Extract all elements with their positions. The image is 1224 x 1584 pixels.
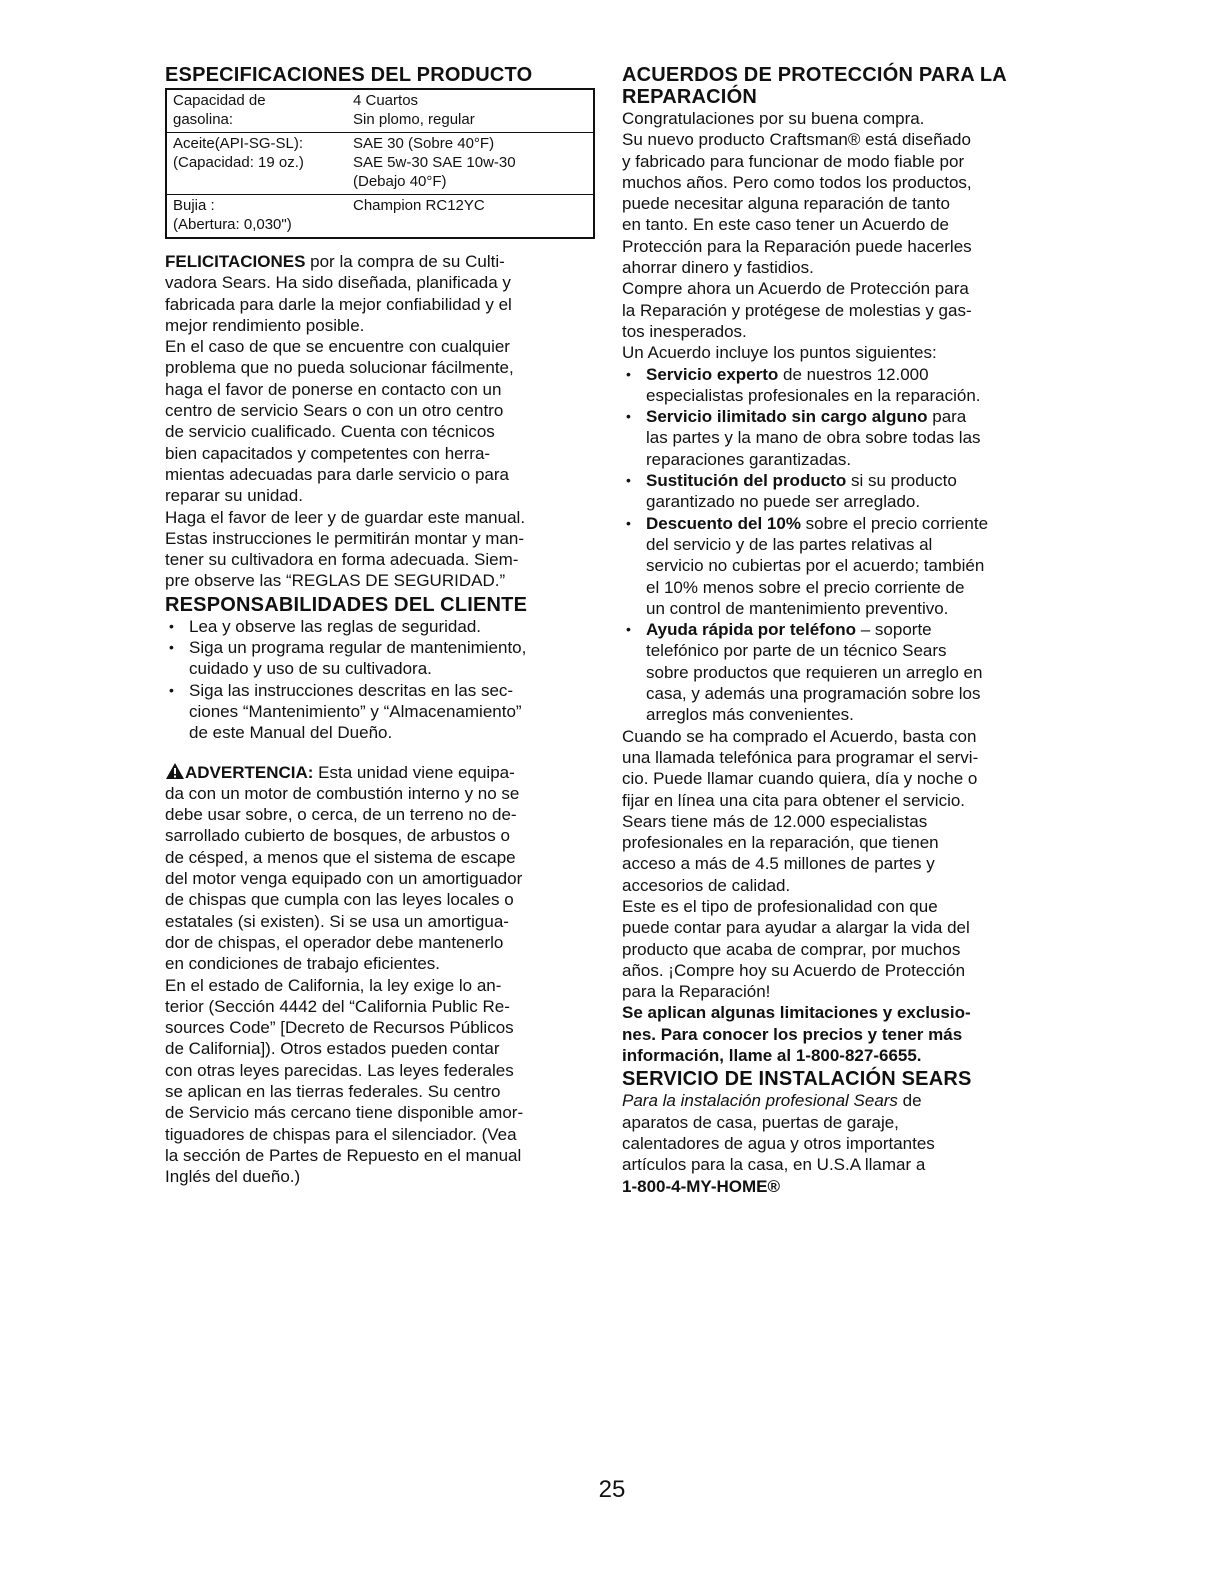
benefit-text: sobre el precio corriente del servicio y de las partes relativas al servicio no cubiertas por el acuerdo; también el 10% menos sobre el precio corriente de un control de mantenimiento preventivo. xyxy=(646,513,989,618)
california-paragraph: En el estado de California, la ley exige lo an- terior (Sección 4442 del “California Public Re- sources Code” [Decreto de Recursos Públicos de California]). Otros estados pueden contar con otras leyes parecidas. Las leyes federales se aplican en las tierras federales. Su centro de Servicio más cercano tiene disponible amor- tiguadores de chispas para el silenciador. (Vea la sección de Partes de Repuesto en el manual Inglés del dueño.) xyxy=(165,975,524,1187)
benefit-title: Servicio ilimitado sin cargo alguno xyxy=(646,407,928,427)
spec-value: Champion RC12YC xyxy=(347,195,594,239)
list-item xyxy=(622,406,1062,470)
manual-paragraph: Haga el favor de leer y de guardar este manual. Estas instrucciones le permitirán montar y man- tener su cultivadora en forma adecuada. Siem- pre observe las “REGLAS DE SEGURIDAD.” xyxy=(165,507,526,591)
service-paragraph: En el caso de que se encuentre con cualquier problema que no pueda solucionar fácilmente, haga el favor de ponerse en contacto con un centro de servicio Sears o con un otro centro de servicio cualificado. Cuenta con técnicos bien capacitados y competentes con herra- mientas adecuadas para darle servicio o para reparar su unidad. xyxy=(165,337,514,506)
right-column xyxy=(622,64,1062,1197)
warning-icon xyxy=(165,762,185,780)
list-item xyxy=(622,470,1062,513)
benefit-text: de nuestros 12.000 especialistas profesionales en la reparación. xyxy=(646,364,981,405)
spec-label: Capacidad de gasolina: xyxy=(173,92,266,128)
congrats-lead: FELICITACIONES xyxy=(165,252,306,271)
benefit-text: – soporte telefónico por parte de un técnico Sears sobre productos que requieren un arreglo en casa, y además una programación sobre los arreglos más convenientes. xyxy=(646,620,983,725)
protection-intro: Congratulaciones por su buena compra. Su nuevo producto Craftsman® está diseñado y fabricado para funcionar de modo fiable por muchos años. Pero como todos los productos, puede necesitar alguna reparación de tanto en tanto. En este caso tener un Acuerdo de Protección para la Reparación puede hacerles ahorrar dinero y fastidios. xyxy=(622,109,972,278)
protection-heading: ACUERDOS DE PROTECCIÓN PARA LA REPARACIÓN xyxy=(622,64,1007,108)
protection-includes: Un Acuerdo incluye los puntos siguientes: xyxy=(622,343,937,363)
left-column xyxy=(165,64,597,1187)
congrats-text: por la compra de su Culti- vadora Sears. Ha sido diseñada, planificada y fabricada para darle la mejor confiabilidad y el mejor rendimiento posible. xyxy=(165,252,512,335)
spec-value: SAE 30 (Sobre 40°F) SAE 5w-30 SAE 10w-30 (Debajo 40°F) xyxy=(347,133,594,195)
benefit-title: Sustitución del producto xyxy=(646,471,847,491)
benefit-title: Servicio experto xyxy=(646,364,779,384)
list-item: • Siga un programa regular de mantenimiento, cuidado y uso de su cultivadora. xyxy=(165,637,597,680)
responsibilities-list xyxy=(165,616,597,744)
spec-label: Aceite(API-SG-SL): (Capacidad: 19 oz.) xyxy=(166,133,347,195)
responsibilities-heading: RESPONSABILIDADES DEL CLIENTE xyxy=(165,593,528,616)
benefit-text: si su producto garantizado no puede ser arreglado. xyxy=(646,471,957,512)
spec-value: 4 Cuartos Sin plomo, regular xyxy=(353,92,475,128)
congrats-paragraph xyxy=(165,251,597,336)
table-row xyxy=(166,133,594,195)
install-phone: 1-800-4-MY-HOME® xyxy=(622,1176,781,1196)
install-paragraph xyxy=(622,1090,1062,1175)
purchased-paragraph: Cuando se ha comprado el Acuerdo, basta con una llamada telefónica para programar el servi- cio. Puede llamar cuando quiera, día y noche o fijar en línea una cita para obtener el servicio. Sears tiene más de 12.000 especialistas profesionales en la reparación, que tienen acceso a más de 4.5 millones de partes y accesorios de calidad. xyxy=(622,726,979,895)
table-row xyxy=(166,195,594,239)
list-item: • Lea y observe las reglas de seguridad. xyxy=(165,616,597,637)
professional-paragraph: Este es el tipo de profesionalidad con que puede contar para ayudar a alargar la vida del producto que acaba de comprar, por muchos años. ¡Compre hoy su Acuerdo de Protección para la Reparación! xyxy=(622,896,970,1002)
protection-buy: Compre ahora un Acuerdo de Protección para la Reparación y protégese de molestias y gas- tos inesperados. xyxy=(622,279,972,341)
warning-text: Esta unidad viene equipa- da con un motor de combustión interno y no se debe usar sobre, o cerca, de un terreno no de- sarrollado cubierto de bosques, de arbustos o de césped, a menos que el sistema de escape del motor venga equipado con un amortiguador de chispas que cumpla con las leyes locales o estatales (si existen). Si se usa un amortigua- dor de chispas, el operador debe mantenerlo en condiciones de trabajo eficientes. xyxy=(165,762,523,974)
page-number: 25 xyxy=(598,1476,626,1503)
list-item xyxy=(622,619,1062,725)
benefits-list xyxy=(622,364,1062,726)
warning-label: ADVERTENCIA: xyxy=(185,762,314,782)
benefit-text: para las partes y la mano de obra sobre todas las reparaciones garantizadas. xyxy=(646,407,981,469)
install-text: de aparatos de casa, puertas de garaje, calentadores de agua y otros importantes artículos para la casa, en U.S.A llamar a xyxy=(622,1091,935,1175)
benefit-title: Ayuda rápida por teléfono xyxy=(646,620,857,640)
list-item: • Siga las instrucciones descritas en las sec- ciones “Mantenimiento” y “Almacenamiento” de este Manual del Dueño. xyxy=(165,680,597,744)
table-row xyxy=(166,89,594,133)
warning-paragraph xyxy=(165,762,597,975)
list-item xyxy=(622,513,1062,619)
specs-table xyxy=(165,88,595,239)
benefit-title: Descuento del 10% xyxy=(646,513,801,533)
limits-paragraph: Se aplican algunas limitaciones y exclusio- nes. Para conocer los precios y tener más información, llame al 1-800-827-6655. xyxy=(622,1003,971,1066)
install-heading: SERVICIO DE INSTALACIÓN SEARS xyxy=(622,1068,972,1091)
spec-label: Bujia : (Abertura: 0,030") xyxy=(166,195,347,239)
specs-heading: ESPECIFICACIONES DEL PRODUCTO xyxy=(165,64,533,86)
list-item xyxy=(622,364,1062,407)
install-italic: Para la instalación profesional Sears xyxy=(622,1091,898,1111)
